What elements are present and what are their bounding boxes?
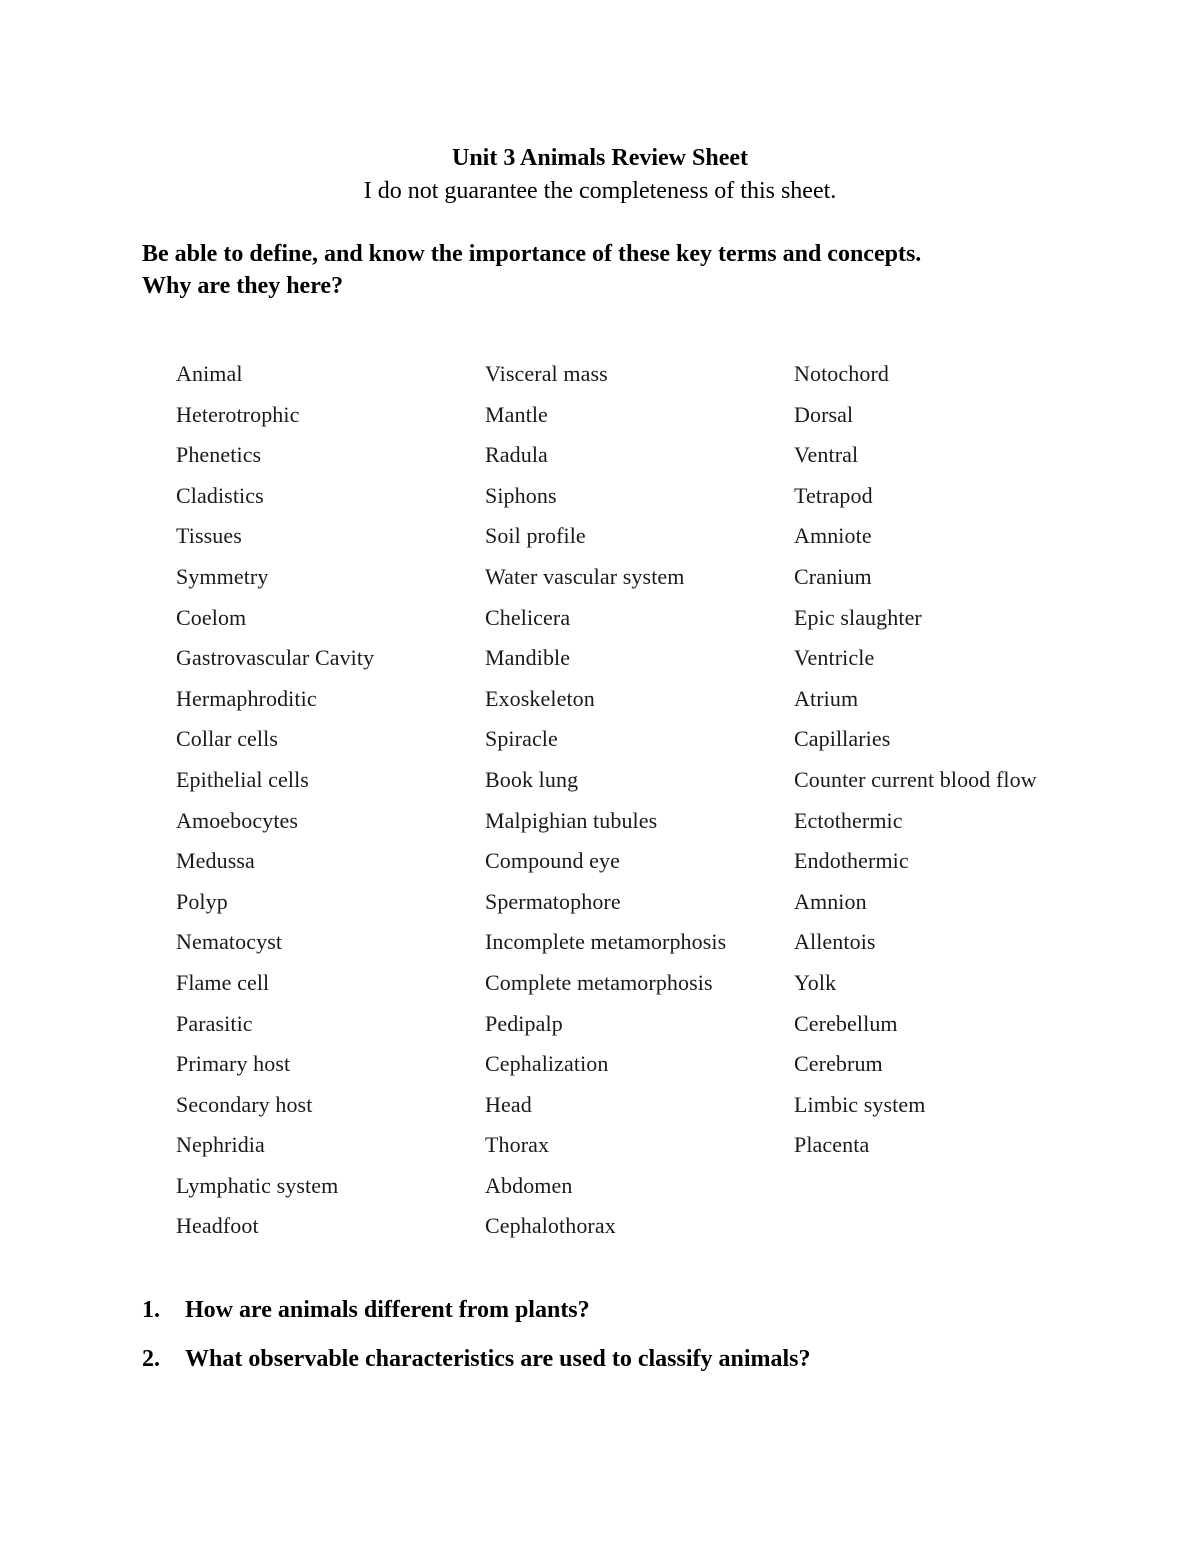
- term-item: Cladistics: [176, 482, 264, 508]
- term-item: Yolk: [794, 969, 837, 995]
- terms-column-1: [176, 354, 374, 1247]
- term-item: Tetrapod: [794, 482, 873, 508]
- page-title: Unit 3 Animals Review Sheet: [452, 145, 748, 171]
- term-item: Endothermic: [794, 848, 909, 874]
- term-item: Headfoot: [176, 1213, 259, 1239]
- instructions: [142, 238, 921, 302]
- term-item: Flame cell: [176, 969, 270, 995]
- term-item: Ectothermic: [794, 807, 903, 833]
- term-item: Amnion: [794, 888, 867, 914]
- term-item: Water vascular system: [485, 563, 685, 589]
- term-item: Malpighian tubules: [485, 807, 658, 833]
- term-item: Complete metamorphosis: [485, 969, 713, 995]
- term-item: Collar cells: [176, 726, 279, 752]
- term-item: Dorsal: [794, 401, 854, 427]
- term-item: Medussa: [176, 848, 255, 874]
- term-item: Cranium: [794, 563, 872, 589]
- term-item: Coelom: [176, 604, 247, 630]
- term-item: Ventral: [794, 442, 859, 468]
- term-item: Tissues: [176, 523, 242, 549]
- term-item: Amniote: [794, 523, 872, 549]
- term-item: Cerebellum: [794, 1010, 898, 1036]
- term-item: Compound eye: [485, 848, 621, 874]
- terms-column-3: [794, 354, 1037, 1166]
- term-item: Nematocyst: [176, 929, 283, 955]
- term-item: Mantle: [485, 401, 548, 427]
- term-item: Epic slaughter: [794, 604, 922, 630]
- term-item: Limbic system: [794, 1091, 926, 1117]
- term-item: Visceral mass: [485, 361, 608, 386]
- term-item: Animal: [176, 361, 243, 386]
- page-subtitle: I do not guarantee the completeness of this sheet.: [363, 178, 837, 204]
- term-item: Polyp: [176, 888, 228, 914]
- term-item: Thorax: [485, 1132, 550, 1158]
- term-item: Abdomen: [485, 1172, 573, 1198]
- term-item: Soil profile: [485, 523, 586, 549]
- term-item: Secondary host: [176, 1091, 313, 1117]
- term-item: Nephridia: [176, 1132, 265, 1158]
- key-terms-list: [0, 354, 1200, 1254]
- instruction-line-1: Be able to define, and know the importance of these key terms and concepts.: [142, 241, 922, 267]
- term-item: Placenta: [794, 1132, 870, 1158]
- term-item: Amoebocytes: [176, 807, 299, 833]
- term-item: Spiracle: [485, 726, 558, 752]
- term-item: Symmetry: [176, 563, 269, 589]
- term-item: Gastrovascular Cavity: [176, 645, 375, 671]
- question-number: 1.: [142, 1297, 160, 1323]
- term-item: Parasitic: [176, 1010, 253, 1036]
- term-item: Chelicera: [485, 604, 571, 630]
- term-item: Ventricle: [794, 645, 875, 671]
- term-item: Cerebrum: [794, 1051, 883, 1077]
- term-item: Pedipalp: [485, 1010, 563, 1036]
- question-number: 2.: [142, 1346, 160, 1372]
- term-item: Lymphatic system: [176, 1172, 339, 1198]
- term-item: Cephalothorax: [485, 1213, 616, 1239]
- question-text: How are animals different from plants?: [185, 1297, 590, 1323]
- term-item: Notochord: [794, 361, 889, 386]
- term-item: Radula: [485, 442, 548, 468]
- term-item: Allentois: [794, 929, 876, 955]
- term-item: Book lung: [485, 766, 579, 792]
- question-text: What observable characteristics are used to classify animals?: [185, 1346, 811, 1372]
- term-item: Capillaries: [794, 726, 891, 752]
- term-item: Epithelial cells: [176, 766, 309, 792]
- term-item: Hermaphroditic: [176, 685, 317, 711]
- term-item: Heterotrophic: [176, 401, 300, 427]
- term-item: Atrium: [794, 685, 859, 711]
- term-item: Head: [485, 1091, 532, 1117]
- term-item: Counter current blood flow: [794, 766, 1037, 792]
- term-item: Spermatophore: [485, 888, 621, 914]
- term-item: Cephalization: [485, 1051, 609, 1077]
- term-item: Exoskeleton: [485, 685, 595, 711]
- term-item: Primary host: [176, 1051, 291, 1077]
- term-item: Mandible: [485, 645, 571, 671]
- instruction-line-2: Why are they here?: [142, 273, 344, 299]
- term-item: Incomplete metamorphosis: [485, 929, 727, 955]
- terms-column-2: [485, 354, 726, 1247]
- term-item: Phenetics: [176, 442, 262, 468]
- term-item: Siphons: [485, 482, 557, 508]
